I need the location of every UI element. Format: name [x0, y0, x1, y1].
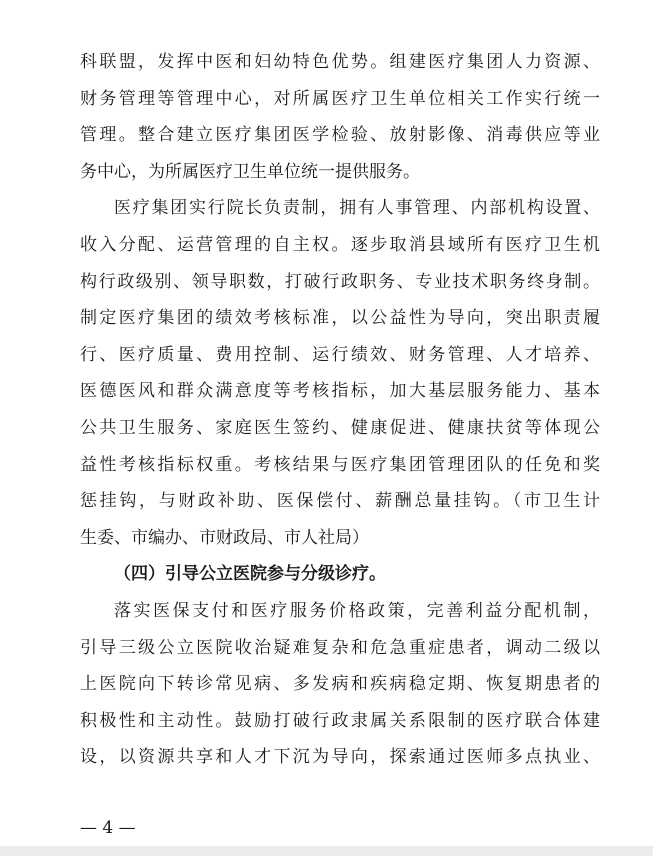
body-text [80, 44, 600, 776]
paragraph-1-line-3: 管理。整合建立医疗集团医学检验、放射影像、消毒供应等业 [80, 125, 600, 146]
paragraph-3-line-3: 上医院向下转诊常见病、多发病和疾病稳定期、恢复期患者的 [80, 674, 600, 695]
paragraph-2-line-10: 生委、市编办、市财政局、市人社局） [80, 527, 369, 548]
paragraph-3-line-2: 引导三级公立医院收治疑难复杂和危急重症患者，调动二级以 [80, 637, 600, 658]
paragraph-2-line-9: 惩挂钩，与财政补助、医保偿付、薪酬总量挂钩。（市卫生计 [80, 491, 600, 512]
paragraph-2-line-4: 制定医疗集团的绩效考核标准，以公益性为导向，突出职责履 [80, 308, 600, 329]
paragraph-2-line-8: 益性考核指标权重。考核结果与医疗集团管理团队的任免和奖 [80, 454, 600, 475]
paragraph-3-line-5: 设，以资源共享和人才下沉为导向，探索通过医师多点执业、 [80, 747, 600, 768]
paragraph-1-line-2: 财务管理等管理中心，对所属医疗卫生单位相关工作实行统一 [80, 88, 600, 109]
paragraph-1-line-1: 科联盟，发挥中医和妇幼特色优势。组建医疗集团人力资源、 [80, 52, 600, 72]
section-heading: （四）引导公立医院参与分级诊疗。 [114, 564, 386, 585]
page-bottom-divider [0, 846, 653, 856]
paragraph-1-line-4: 务中心，为所属医疗卫生单位统一提供服务。 [80, 161, 420, 182]
paragraph-2-line-5: 行、医疗质量、费用控制、运行绩效、财务管理、人才培养、 [80, 344, 600, 365]
paragraph-2-line-1: 医疗集团实行院长负责制，拥有人事管理、内部机构设置、 [114, 198, 600, 219]
page-number: — 4 — [80, 818, 136, 838]
paragraph-2-line-7: 公共卫生服务、家庭医生签约、健康促进、健康扶贫等体现公 [80, 417, 600, 438]
paragraph-3-line-1: 落实医保支付和医疗服务价格政策，完善利益分配机制， [114, 600, 600, 621]
paragraph-2-line-2: 收入分配、运营管理的自主权。逐步取消县域所有医疗卫生机 [80, 234, 600, 255]
paragraph-2-line-3: 构行政级别、领导职数，打破行政职务、专业技术职务终身制。 [80, 271, 600, 292]
paragraph-3-line-4: 积极性和主动性。鼓励打破行政隶属关系限制的医疗联合体建 [80, 710, 600, 731]
paragraph-2-line-6: 医德医风和群众满意度等考核指标，加大基层服务能力、基本 [80, 381, 600, 402]
